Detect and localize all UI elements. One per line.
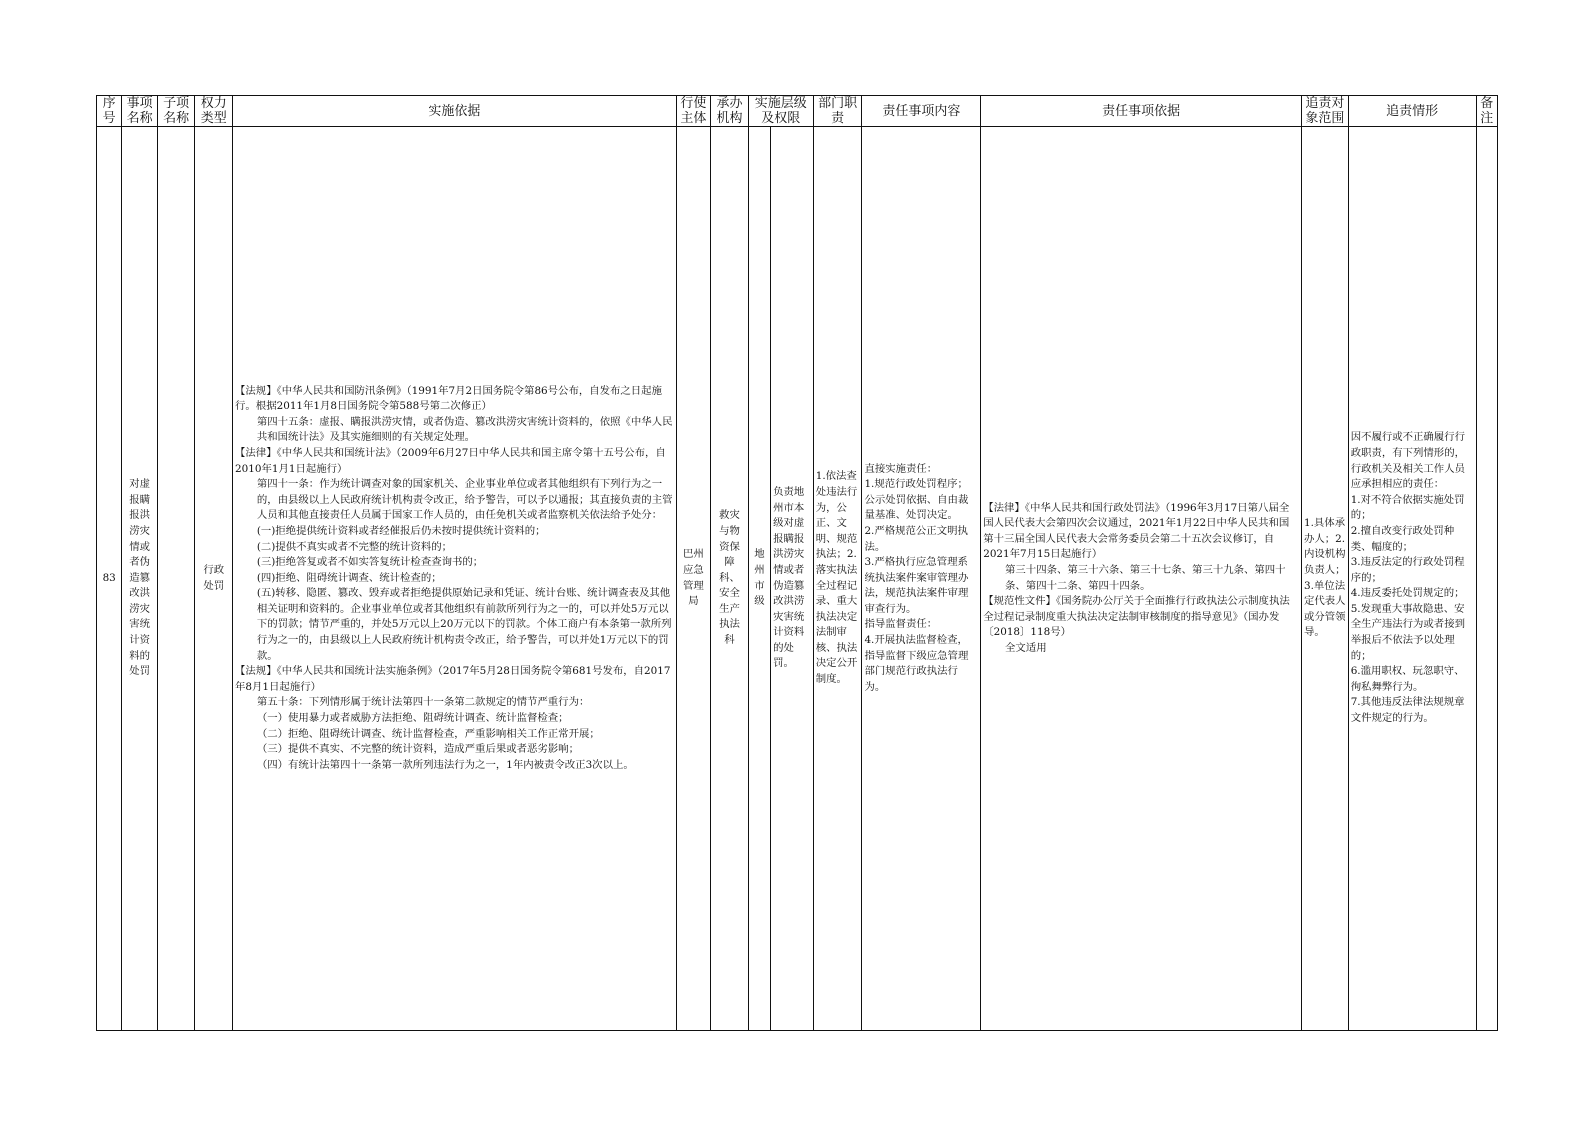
cell-duty: 1.依法查处违法行为，公正、文明、规范执法；2.落实执法全过程记录、重大执法决定法制审核、执法决定公开制度。 — [813, 127, 862, 1031]
cell-remark — [1476, 127, 1497, 1031]
header-level: 实施层级及权限 — [748, 96, 813, 127]
cell-seq: 83 — [97, 127, 122, 1031]
header-agency: 承办机构 — [711, 96, 749, 127]
cell-power-type: 行政处罚 — [195, 127, 233, 1031]
basis-paragraph: 【法规】《中华人民共和国统计法实施条例》（2017年5月28日国务院令第681号发布，自2017年8月1日起施行） — [235, 665, 671, 693]
circumstance-line: 1.对不符合依据实施处罚的； — [1350, 493, 1465, 522]
resp-basis-paragraph: 【规范性文件】《国务院办公厅关于全面推行行政执法公示制度执法全过程记录制度重大执法决定法制审核制度的指导意见》（国办发〔2018〕118号） — [983, 595, 1290, 639]
cell-resp-content — [862, 127, 981, 1031]
header-accountable: 追责对象范围 — [1302, 96, 1349, 127]
basis-paragraph: 第五十条：下列情形属于统计法第四十一条第二款规定的情节严重行为： — [256, 696, 590, 709]
circumstance-line: 3.违反法定的行政处罚程序的； — [1350, 556, 1465, 584]
basis-paragraph: 第四十五条：虚报、瞒报洪涝灾情，或者伪造、篡改洪涝灾害统计资料的，依照《中华人民共和国统计法》及其实施细则的有关规定处理。 — [256, 415, 673, 444]
circumstance-line: 4.违反委托处罚规定的； — [1350, 587, 1465, 600]
basis-paragraph: (一)拒绝提供统计资料或者经催报后仍未按时提供统计资料的； — [256, 524, 546, 537]
basis-paragraph: （三）提供不真实、不完整的统计资料，造成严重后果或者恶劣影响； — [256, 743, 579, 756]
header-row — [97, 96, 1498, 127]
circumstance-line: 5.发现重大事故隐患、安全生产违法行为或者接到举报后不依法予以处理的； — [1350, 602, 1465, 662]
basis-paragraph: (三)拒绝答复或者不如实答复统计检查查询书的； — [256, 556, 484, 569]
resp-content-line: 直接实施责任： — [864, 462, 938, 475]
resp-content-line: 指导监督责任： — [864, 618, 938, 631]
cell-subject: 巴州应急管理局 — [676, 127, 711, 1031]
cell-basis — [233, 127, 677, 1031]
header-resp-basis: 责任事项依据 — [981, 96, 1302, 127]
resp-basis-paragraph: 全文适用 — [1005, 641, 1047, 654]
header-power-type: 权力类型 — [195, 96, 233, 127]
resp-content-line: 4.开展执法监督检查，指导监督下级应急管理部门规范行政执法行为。 — [864, 634, 969, 693]
resp-basis-paragraph: 【法律】《中华人民共和国行政处罚法》（1996年3月17日第八届全国人民代表大会第四次会议通过，2021年1月22日中华人民共和国第十三届全国人民代表大会常务委员会第二十五次会议修订，自2021年7月15日起施行） — [983, 501, 1290, 561]
cell-resp-basis — [981, 127, 1302, 1031]
cell-accountable: 1.具体承办人；2.内设机构负责人；3.单位法定代表人或分管领导。 — [1302, 127, 1349, 1031]
circumstance-line: 7.其他违反法律法规规章文件规定的行为。 — [1350, 696, 1465, 725]
basis-paragraph: （四）有统计法第四十一条第一款所列违法行为之一，1年内被责令改正3次以上。 — [256, 758, 634, 771]
header-remark: 备注 — [1476, 96, 1497, 127]
header-seq: 序号 — [97, 96, 122, 127]
header-circumstances: 追责情形 — [1348, 96, 1476, 127]
basis-paragraph: (二)提供不真实或者不完整的统计资料的； — [256, 540, 452, 553]
circumstance-line: 2.擅自改变行政处罚种类、幅度的； — [1350, 524, 1455, 553]
basis-paragraph: (四)拒绝、阻碍统计调查、统计检查的； — [256, 571, 442, 584]
resp-content-line: 1.规范行政处罚程序；公示处罚依据、自由裁量基准、处罚决定。 — [864, 478, 969, 522]
cell-level-desc: 负责地州市本级对虚报瞒报洪涝灾情或者伪造篡改洪涝灾害统计资料的处罚。 — [771, 127, 814, 1031]
header-item-name: 事项名称 — [122, 96, 158, 127]
cell-level: 地州市级 — [748, 127, 770, 1031]
power-list-table — [96, 95, 1498, 1031]
basis-paragraph: （一）使用暴力或者威胁方法拒绝、阻碍统计调查、统计监督检查； — [256, 712, 569, 725]
basis-paragraph: 【法律】《中华人民共和国统计法》（2009年6月27日中华人民共和国主席令第十五号公布，自2010年1月1日起施行） — [235, 446, 666, 475]
header-basis: 实施依据 — [233, 96, 677, 127]
basis-paragraph: 【法规】《中华人民共和国防汛条例》（1991年7月2日国务院令第86号公布，自发布之日起施行。根据2011年1月8日国务院令第588号第二次修正） — [235, 384, 662, 413]
basis-paragraph: （二）拒绝、阻碍统计调查、统计监督检查，严重影响相关工作正常开展； — [256, 727, 600, 740]
cell-sub-name — [157, 127, 195, 1031]
circumstance-line: 6.滥用职权、玩忽职守、徇私舞弊行为。 — [1350, 665, 1465, 693]
header-duty: 部门职责 — [813, 96, 862, 127]
cell-circumstances — [1348, 127, 1476, 1031]
resp-content-line: 3.严格执行应急管理系统执法案件案审管理办法，规范执法案件审理审查行为。 — [864, 556, 969, 615]
header-sub-name: 子项名称 — [157, 96, 195, 127]
cell-agency: 救灾与物资保障科、安全生产执法科 — [711, 127, 749, 1031]
header-resp-content: 责任事项内容 — [862, 96, 981, 127]
basis-paragraph: 第四十一条：作为统计调查对象的国家机关、企业事业单位或者其他组织有下列行为之一的，由县级以上人民政府统计机构责令改正，给予警告，可以予以通报；其直接负责的主管人员和其他直接责任人员属于国家工作人员的，由任免机关或者监察机关依法给予处分： — [256, 478, 673, 522]
circumstance-line: 因不履行或不正确履行行政职责，有下列情形的，行政机关及相关工作人员应承担相应的责任： — [1350, 431, 1465, 491]
basis-paragraph: (五)转移、隐匿、篡改、毁弃或者拒绝提供原始记录和凭证、统计台账、统计调查表及其他相关证明和资料的。企业事业单位或者其他组织有前款所列行为之一的，可以并处5万元以下的罚款；情节严重的，并处5万元以上20万元以下的罚款。个体工商户有本条第一款所列行为之一的，由县级以上人民政府统计机构责令改正，给予警告，可以并处1万元以下的罚款。 — [256, 587, 672, 662]
resp-content-line: 2.严格规范公正文明执法。 — [864, 524, 968, 553]
cell-item-name: 对虚报瞒报洪涝灾情或者伪造篡改洪涝灾害统计资料的处罚 — [122, 127, 158, 1031]
header-subject: 行使主体 — [676, 96, 711, 127]
resp-basis-paragraph: 第三十四条、第三十六条、第三十七条、第三十九条、第四十条、第四十二条、第四十四条。 — [1005, 563, 1286, 592]
table-row — [97, 127, 1498, 1031]
